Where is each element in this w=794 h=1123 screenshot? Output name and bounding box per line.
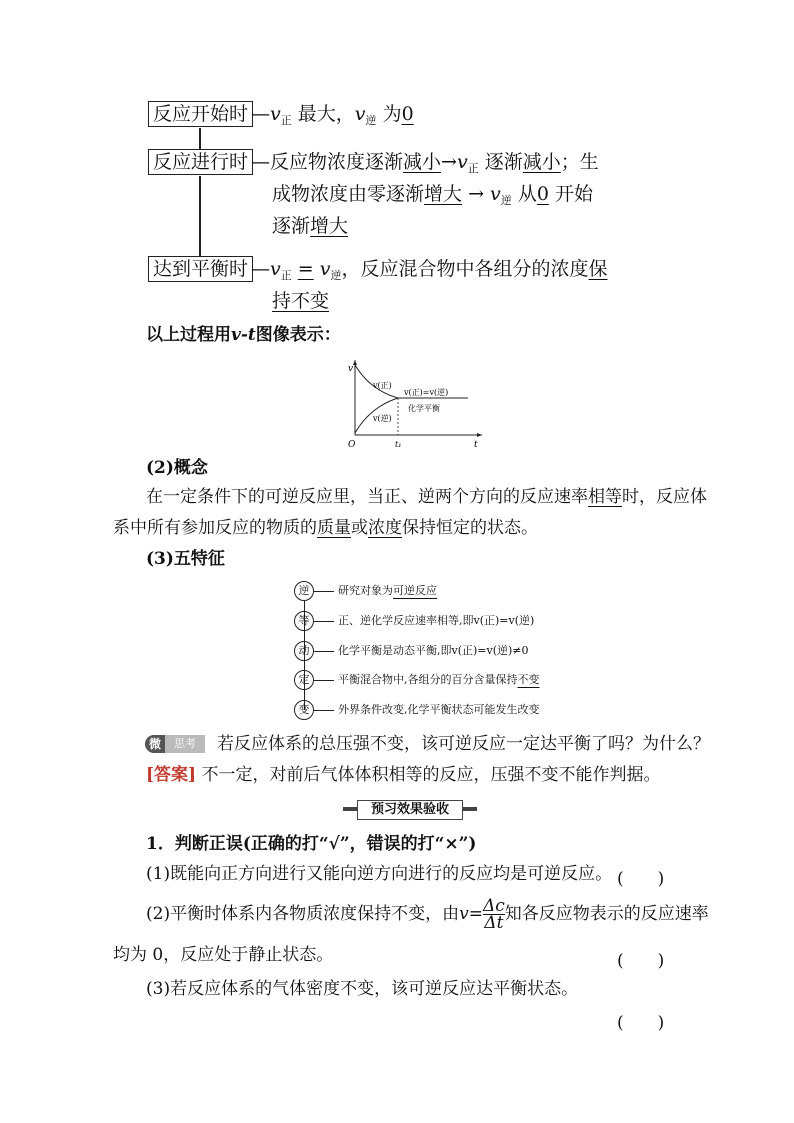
y-axis-label: v bbox=[348, 364, 354, 374]
think-icon: 微 bbox=[145, 735, 165, 753]
quiz-item-1: (1)既能向正方向进行又能向逆方向进行的反应均是可逆反应。 bbox=[146, 864, 613, 884]
blank-answer: 增大 bbox=[424, 183, 463, 205]
section-concept-heading: (2)概念 bbox=[146, 458, 208, 478]
x-axis-arrow bbox=[477, 433, 482, 437]
feature-text: 外界条件改变,化学平衡状态可能发生改变 bbox=[338, 703, 540, 716]
text: 研究对象为 bbox=[338, 584, 393, 597]
series-label-reverse: v(逆) bbox=[373, 414, 392, 423]
fraction bbox=[483, 898, 505, 931]
answer-blank[interactable]: ( ) bbox=[617, 1013, 665, 1033]
subscript: 逆 bbox=[365, 114, 377, 127]
flow-row-progress-3 bbox=[272, 208, 348, 244]
y-axis-arrow bbox=[353, 360, 357, 365]
feature-dash bbox=[314, 710, 334, 711]
feature-marker: 逆 bbox=[294, 581, 314, 601]
flow-row-progress-1: —反应物浓度逐渐减小$\to v_正$ 逐渐减小；生 bbox=[251, 151, 599, 175]
text: 逐渐 bbox=[484, 151, 523, 173]
feature-text bbox=[338, 583, 437, 599]
flow-connector bbox=[199, 128, 201, 149]
v-symbol: v bbox=[459, 904, 469, 924]
blank-answer: 保 bbox=[588, 258, 608, 280]
answer-tag: [答案] bbox=[146, 765, 197, 785]
section-features-heading: (3)五特征 bbox=[146, 549, 225, 569]
quiz-question-1: 1．判断正误(正确的打“√”，错误的打“×”) bbox=[146, 834, 477, 854]
fraction-denominator: Δt bbox=[484, 913, 504, 933]
text: 系中所有参加反应的物质的 bbox=[113, 518, 317, 538]
quiz-item-2-cont: 均为 0，反应处于静止状态。 bbox=[113, 945, 334, 965]
feature-text: 化学平衡是动态平衡,即v(正)=v(逆)≠0 bbox=[338, 644, 529, 657]
blank-answer: 可逆反应 bbox=[393, 584, 437, 597]
flow-row-equilibrium-2 bbox=[272, 283, 329, 319]
subscript: 正 bbox=[467, 162, 479, 175]
concept-line-1 bbox=[146, 480, 707, 514]
feature-dash bbox=[314, 591, 334, 592]
flow-box-start: 反应开始时 bbox=[148, 101, 253, 127]
fraction-numerator: Δc bbox=[482, 896, 505, 916]
equal-annotation: v(正)=v(逆) bbox=[404, 388, 449, 397]
feature-dash bbox=[314, 680, 334, 681]
feature-marker: 动 bbox=[294, 641, 314, 661]
text: ；生 bbox=[560, 151, 599, 173]
series-label-forward: v(正) bbox=[373, 381, 392, 390]
text: 逐渐 bbox=[272, 215, 311, 237]
think-badge bbox=[145, 735, 205, 753]
flow-connector bbox=[199, 176, 201, 256]
blank-answer: 浓度 bbox=[368, 518, 402, 538]
blank-answer: 质量 bbox=[317, 518, 351, 538]
arrow: → bbox=[441, 151, 457, 173]
text: 平衡混合物中,各组分的百分含量保持 bbox=[338, 673, 518, 686]
flow-row-equilibrium-1: $—v_正 = v_逆$，反应混合物中各组分的浓度保 bbox=[251, 258, 608, 282]
answer-text: 不一定，对前后气体体积相等的反应，压强不变不能作判据。 bbox=[201, 765, 661, 785]
text: 成物浓度由零逐渐 bbox=[272, 183, 425, 205]
text: 为 bbox=[382, 103, 402, 125]
arrow: → bbox=[468, 183, 484, 205]
equilibrium-annotation: 化学平衡 bbox=[408, 404, 440, 413]
text: 图像表示： bbox=[255, 325, 341, 345]
v-symbol: v bbox=[490, 183, 501, 205]
t1-label: t₁ bbox=[395, 440, 402, 449]
intro-line bbox=[146, 318, 341, 352]
blank-answer: 不变 bbox=[517, 673, 540, 686]
v-symbol: v bbox=[270, 103, 281, 125]
blank-answer: = bbox=[297, 258, 314, 280]
text: 在一定条件下的可逆反应里，当正、逆两个方向的反应速率 bbox=[146, 487, 588, 507]
blank-answer: 0 bbox=[536, 183, 549, 205]
subscript: 正 bbox=[280, 114, 292, 127]
text: 时，反应体 bbox=[622, 487, 707, 507]
blank-answer: 减小 bbox=[522, 151, 561, 173]
text: 开始 bbox=[554, 183, 593, 205]
x-axis-label: t bbox=[474, 440, 478, 450]
answer-blank[interactable]: ( ) bbox=[617, 951, 665, 971]
v-symbol: v bbox=[319, 258, 331, 280]
flow-box-equilibrium: 达到平衡时 bbox=[148, 256, 253, 282]
feature-marker: 变 bbox=[294, 700, 314, 720]
subscript: 逆 bbox=[330, 269, 342, 282]
text: 从 bbox=[517, 183, 537, 205]
feature-text: 正、逆化学反应速率相等,即v(正)=v(逆) bbox=[338, 614, 535, 627]
flow-box-progress: 反应进行时 bbox=[148, 149, 253, 175]
v-symbol: v bbox=[270, 258, 281, 280]
text: 保持恒定的状态。 bbox=[402, 518, 538, 538]
blank-answer: 减小 bbox=[403, 151, 442, 173]
v-symbol: v bbox=[354, 103, 366, 125]
blank-answer: 持不变 bbox=[272, 290, 330, 312]
feature-marker: 等 bbox=[294, 611, 314, 631]
text: = bbox=[468, 904, 483, 924]
section-banner bbox=[343, 800, 477, 818]
text: (2)平衡时体系内各物质浓度保持不变，由 bbox=[146, 904, 460, 924]
text: 或 bbox=[351, 518, 368, 538]
text: 以上过程用 bbox=[146, 325, 231, 345]
answer-line bbox=[146, 758, 661, 792]
v-symbol: v bbox=[456, 151, 468, 173]
text: 最大， bbox=[297, 103, 355, 125]
think-question: 若反应体系的总压强不变，该可逆反应一定达平衡了吗？为什么？ bbox=[217, 734, 710, 754]
v-t-label: v-t bbox=[231, 325, 256, 345]
subscript: 逆 bbox=[500, 194, 512, 207]
text: ，反应混合物中各组分的浓度 bbox=[341, 258, 589, 280]
quiz-item-2 bbox=[146, 897, 709, 931]
vt-chart bbox=[340, 355, 490, 450]
text: 反应物浓度逐渐 bbox=[270, 151, 404, 173]
feature-text bbox=[338, 672, 540, 688]
origin-label: O bbox=[348, 440, 356, 450]
subscript: 正 bbox=[280, 269, 292, 282]
blank-answer: 0 bbox=[401, 103, 414, 125]
answer-blank[interactable]: ( ) bbox=[617, 869, 665, 889]
feature-marker: 定 bbox=[294, 670, 314, 690]
feature-dash bbox=[314, 621, 334, 622]
text: 知各反应物表示的反应速率 bbox=[504, 904, 709, 924]
quiz-item-3: (3)若反应体系的气体密度不变，该可逆反应达平衡状态。 bbox=[146, 979, 579, 999]
blank-answer: 相等 bbox=[588, 487, 622, 507]
blank-answer: 增大 bbox=[310, 215, 349, 237]
concept-line-2 bbox=[113, 511, 538, 545]
flow-row-start: $—v_正$ 最大，$v_逆$ 为0 bbox=[251, 103, 414, 127]
feature-dash bbox=[314, 651, 334, 652]
think-label: 思考 bbox=[165, 735, 205, 753]
banner-label: 预习效果验收 bbox=[357, 800, 463, 820]
